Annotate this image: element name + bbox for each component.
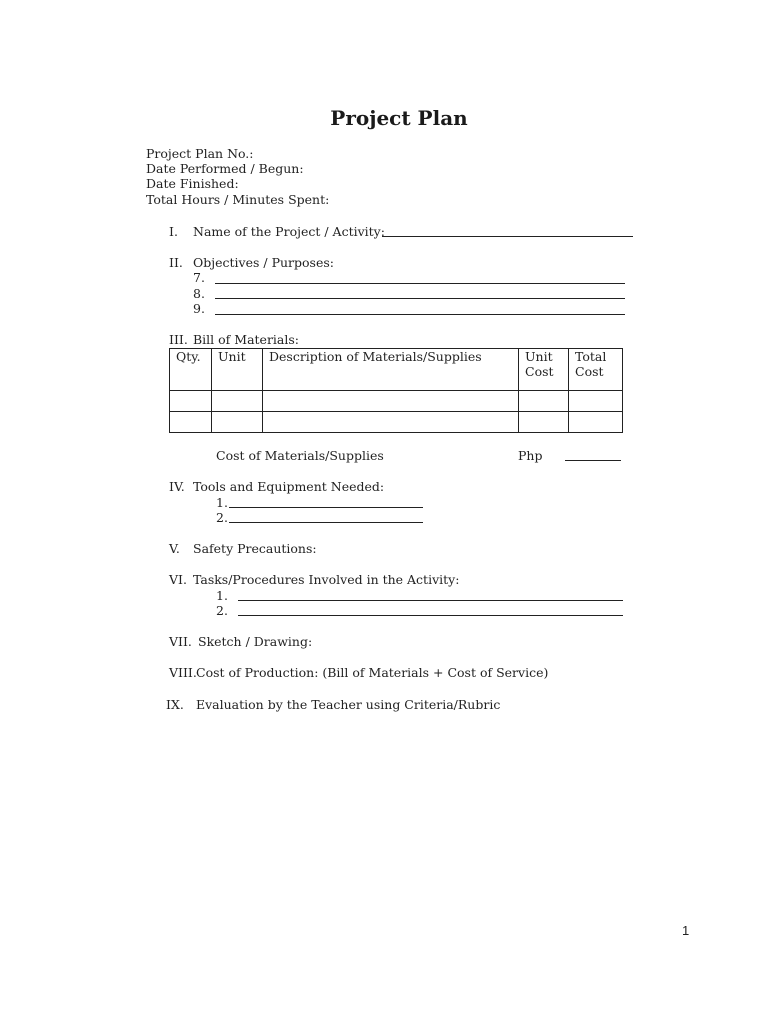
task-blank[interactable]: [238, 600, 623, 601]
cost-of-materials-label: Cost of Materials/Supplies: [216, 448, 384, 463]
task-item-number: 2.: [216, 603, 228, 618]
table-header-row: [170, 349, 623, 391]
objective-blank[interactable]: [215, 314, 625, 315]
table-cell[interactable]: [263, 391, 519, 412]
bill-of-materials-table: [169, 348, 623, 433]
section-3-label: Bill of Materials:: [193, 332, 299, 347]
section-5-label: Safety Precautions:: [193, 541, 317, 556]
project-name-blank[interactable]: [382, 236, 633, 237]
table-cell[interactable]: [569, 391, 623, 412]
task-blank[interactable]: [238, 615, 623, 616]
section-9-number: IX.: [166, 697, 184, 712]
tool-item-number: 2.: [216, 510, 228, 525]
table-cell[interactable]: [519, 391, 569, 412]
table-cell[interactable]: [212, 391, 263, 412]
tool-blank[interactable]: [229, 507, 423, 508]
table-cell[interactable]: [569, 412, 623, 433]
table-row: [170, 391, 623, 412]
page-number: 1: [682, 923, 690, 938]
section-6-number: VI.: [169, 572, 187, 587]
objective-blank[interactable]: [215, 298, 625, 299]
section-7-number: VII.: [169, 634, 192, 649]
page-title: Project Plan: [330, 106, 468, 130]
objective-item-number: 9.: [193, 301, 205, 316]
table-cell[interactable]: [212, 412, 263, 433]
table-cell[interactable]: [263, 412, 519, 433]
section-4-number: IV.: [169, 479, 185, 494]
column-header-unit: Unit: [212, 349, 263, 391]
total-hours-label: Total Hours / Minutes Spent:: [146, 192, 330, 207]
column-header-total-cost: Total Cost: [569, 349, 623, 391]
section-6-label: Tasks/Procedures Involved in the Activity:: [193, 572, 460, 587]
column-header-description: Description of Materials/Supplies: [263, 349, 519, 391]
section-4-label: Tools and Equipment Needed:: [193, 479, 385, 494]
section-2-number: II.: [169, 255, 183, 270]
section-2-label: Objectives / Purposes:: [193, 255, 334, 270]
tool-blank[interactable]: [229, 522, 423, 523]
section-1-label: Name of the Project / Activity:: [193, 224, 385, 239]
objective-item-number: 8.: [193, 286, 205, 301]
objective-item-number: 7.: [193, 270, 205, 285]
section-9-label: Evaluation by the Teacher using Criteria/Rubric: [196, 697, 501, 712]
date-finished-label: Date Finished:: [146, 176, 239, 191]
table-cell[interactable]: [170, 412, 212, 433]
objective-blank[interactable]: [215, 283, 625, 284]
section-8-label: Cost of Production: (Bill of Materials + Cost of Service): [196, 665, 549, 680]
section-5-number: V.: [169, 541, 180, 556]
cost-blank[interactable]: [565, 460, 621, 461]
tool-item-number: 1.: [216, 495, 228, 510]
table-row: [170, 412, 623, 433]
project-plan-no-label: Project Plan No.:: [146, 146, 254, 161]
table-cell[interactable]: [170, 391, 212, 412]
column-header-unit-cost: Unit Cost: [519, 349, 569, 391]
task-item-number: 1.: [216, 588, 228, 603]
column-header-qty: Qty.: [170, 349, 212, 391]
section-7-label: Sketch / Drawing:: [198, 634, 313, 649]
section-3-number: III.: [169, 332, 188, 347]
section-1-number: I.: [169, 224, 178, 239]
table-cell[interactable]: [519, 412, 569, 433]
section-8-number: VIII.: [169, 665, 197, 680]
currency-label: Php: [518, 448, 543, 463]
date-performed-label: Date Performed / Begun:: [146, 161, 304, 176]
